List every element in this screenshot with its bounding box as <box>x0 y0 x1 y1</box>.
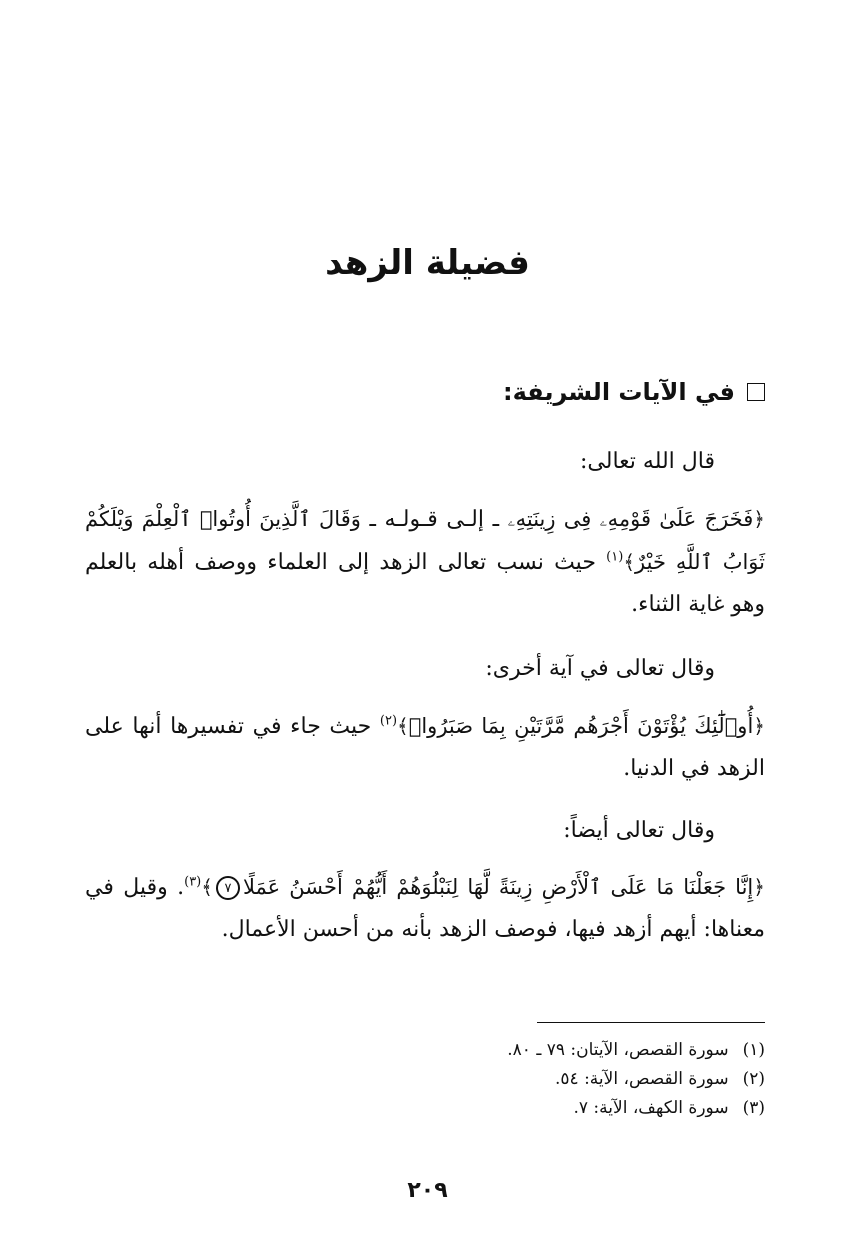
footnote-number: (٢) <box>742 1069 765 1089</box>
commentary-text: حيث جاء في تفسيرها أنها على الزهد في الدنيا. <box>85 714 765 781</box>
footnote-text: سورة القصص، الآيتان: ٧٩ ـ ٨٠. <box>507 1040 729 1060</box>
footnote-1 <box>507 1036 765 1065</box>
quran-verse-text: إِنَّا جَعَلْنَا مَا عَلَى ٱلْأَرْضِ زِينَةً لَّهَا لِنَبْلُوَهُمْ أَيُّهُمْ أَحْسَنُ عَمَلًا <box>242 875 754 899</box>
footnote-number: (١) <box>742 1040 765 1060</box>
footnotes <box>507 1036 765 1123</box>
page-number: ٢٠٩ <box>407 1178 448 1203</box>
verse-bracket-open: ﴿ <box>753 507 765 531</box>
footnote-2 <box>507 1065 765 1094</box>
quran-verse-paragraph-1 <box>85 498 765 626</box>
quran-verse-text: وَقَالَ ٱلَّذِينَ أُوتُوا۟ ٱلْعِلْمَ وَيْلَكُمْ ثَوَابُ ٱللَّهِ خَيْرٌ <box>85 507 766 574</box>
commentary-text: . وقيل في معناها: أيهم أزهد فيها، فوصف الزهد بأنه من أحسن الأعمال. <box>85 875 765 942</box>
verse-bracket-close: ﴾ <box>201 875 213 899</box>
chapter-title: فضيلة الزهد <box>325 243 530 283</box>
footnote-text: سورة القصص، الآية: ٥٤. <box>555 1069 729 1089</box>
checkbox-square-icon <box>747 383 765 401</box>
verse-bracket-close: ﴾ <box>397 714 409 738</box>
footnote-divider <box>537 1022 765 1023</box>
quran-verse-text: فَخَرَجَ عَلَىٰ قَوْمِهِۦ فِى زِينَتِهِۦ <box>507 507 754 531</box>
verse-bracket-open: ﴿ <box>753 875 765 899</box>
quran-verse-paragraph-3 <box>85 866 765 951</box>
quran-verse-text: أُو۟لَٰٓئِكَ يُؤْتَوْنَ أَجْرَهُم مَّرَّتَيْنِ بِمَا صَبَرُوا۟ <box>408 714 754 738</box>
quran-verse-paragraph-2 <box>85 705 765 790</box>
footnote-ref: (٣) <box>184 874 202 890</box>
footnote-number: (٣) <box>742 1098 765 1118</box>
footnote-3 <box>507 1094 765 1123</box>
verse-intro-2: وقال تعالى في آية أخرى: <box>485 656 715 681</box>
ayah-number-icon: ٧ <box>216 876 240 900</box>
commentary-text: حيث نسب تعالى الزهد إلى العلماء ووصف أهله بالعلم وهو غاية الثناء. <box>85 550 765 617</box>
verse-intro-3: وقال تعالى أيضاً: <box>563 818 715 843</box>
verse-intro-1: قال الله تعالى: <box>580 449 715 474</box>
verse-bracket-open: ﴿ <box>753 714 765 738</box>
verse-connector: ـ إلـى قـولـه ـ <box>360 507 508 532</box>
section-heading <box>503 372 765 412</box>
footnote-text: سورة الكهف، الآية: ٧. <box>573 1098 729 1118</box>
verse-bracket-close: ﴾ <box>623 550 636 574</box>
footnote-ref: (٢) <box>379 713 398 729</box>
footnote-ref: (١) <box>606 549 624 565</box>
section-heading-text: في الآيات الشريفة: <box>503 378 735 406</box>
